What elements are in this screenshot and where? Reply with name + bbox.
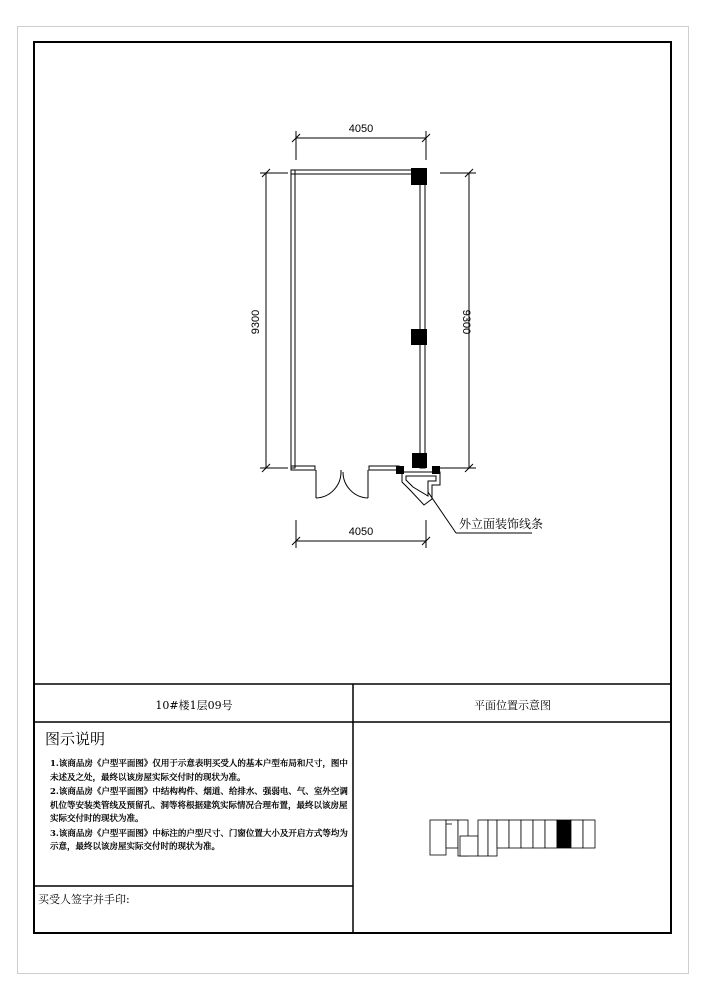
key-plan [430, 820, 595, 856]
key-plan-unit [488, 820, 497, 856]
column-bottom-right [412, 453, 427, 468]
key-plan-unit [460, 836, 478, 856]
unit-number-label: 10#楼1层09号 [155, 699, 233, 712]
dim-label-bottom: 4050 [348, 526, 374, 538]
position-plan-label: 平面位置示意图 [474, 699, 551, 712]
column-small [396, 466, 404, 474]
dim-label-left: 9300 [250, 309, 262, 335]
door-swing-right [343, 472, 368, 498]
key-plan-unit [430, 820, 446, 855]
callout-leader [428, 492, 456, 533]
key-plan-unit [497, 820, 509, 848]
dim-label-right: 9300 [460, 309, 472, 335]
key-plan-unit [571, 820, 583, 848]
note-item: 3.该商品房《户型平面图》中标注的户型尺寸、门窗位置大小及开启方式等均为示意，最终以该房屋实际交付时的现状为准。 [50, 828, 348, 852]
notes-heading: 图示说明 [45, 730, 106, 748]
column-top-right [411, 168, 427, 185]
note-item: 1.该商品房《户型平面图》仅用于示意表明买受人的基本户型布局和尺寸，图中未述及之处，最终以该房屋实际交付时的现状为准。 [50, 759, 348, 783]
wall-right [420, 170, 425, 468]
key-plan-unit [509, 820, 521, 848]
key-plan-unit [545, 820, 557, 848]
signature-label: 买受人签字并手印: [38, 893, 130, 906]
wall-top [291, 170, 421, 174]
column-mid-right [411, 329, 427, 345]
column-small [432, 466, 440, 474]
wall-bottom-right [369, 466, 399, 470]
decorative-moulding [402, 472, 440, 505]
door-swing-left [316, 472, 341, 498]
key-plan-unit [583, 820, 595, 848]
notes-list [50, 758, 350, 856]
dim-label-top: 4050 [348, 123, 374, 135]
key-plan-unit [521, 820, 533, 848]
wall-left [291, 170, 295, 468]
callout-label: 外立面装饰线条 [459, 517, 544, 531]
key-plan-unit [533, 820, 545, 848]
key-plan-unit [478, 820, 488, 856]
key-plan-unit-highlighted [557, 820, 571, 848]
note-item: 2.该商品房《户型平面图》中结构构件、烟道、给排水、强弱电、气、室外空调机位等安装类管线及预留孔、洞等将根据建筑实际情况合理布置，最终以该房屋实际交付时的现状为准。 [50, 787, 348, 824]
